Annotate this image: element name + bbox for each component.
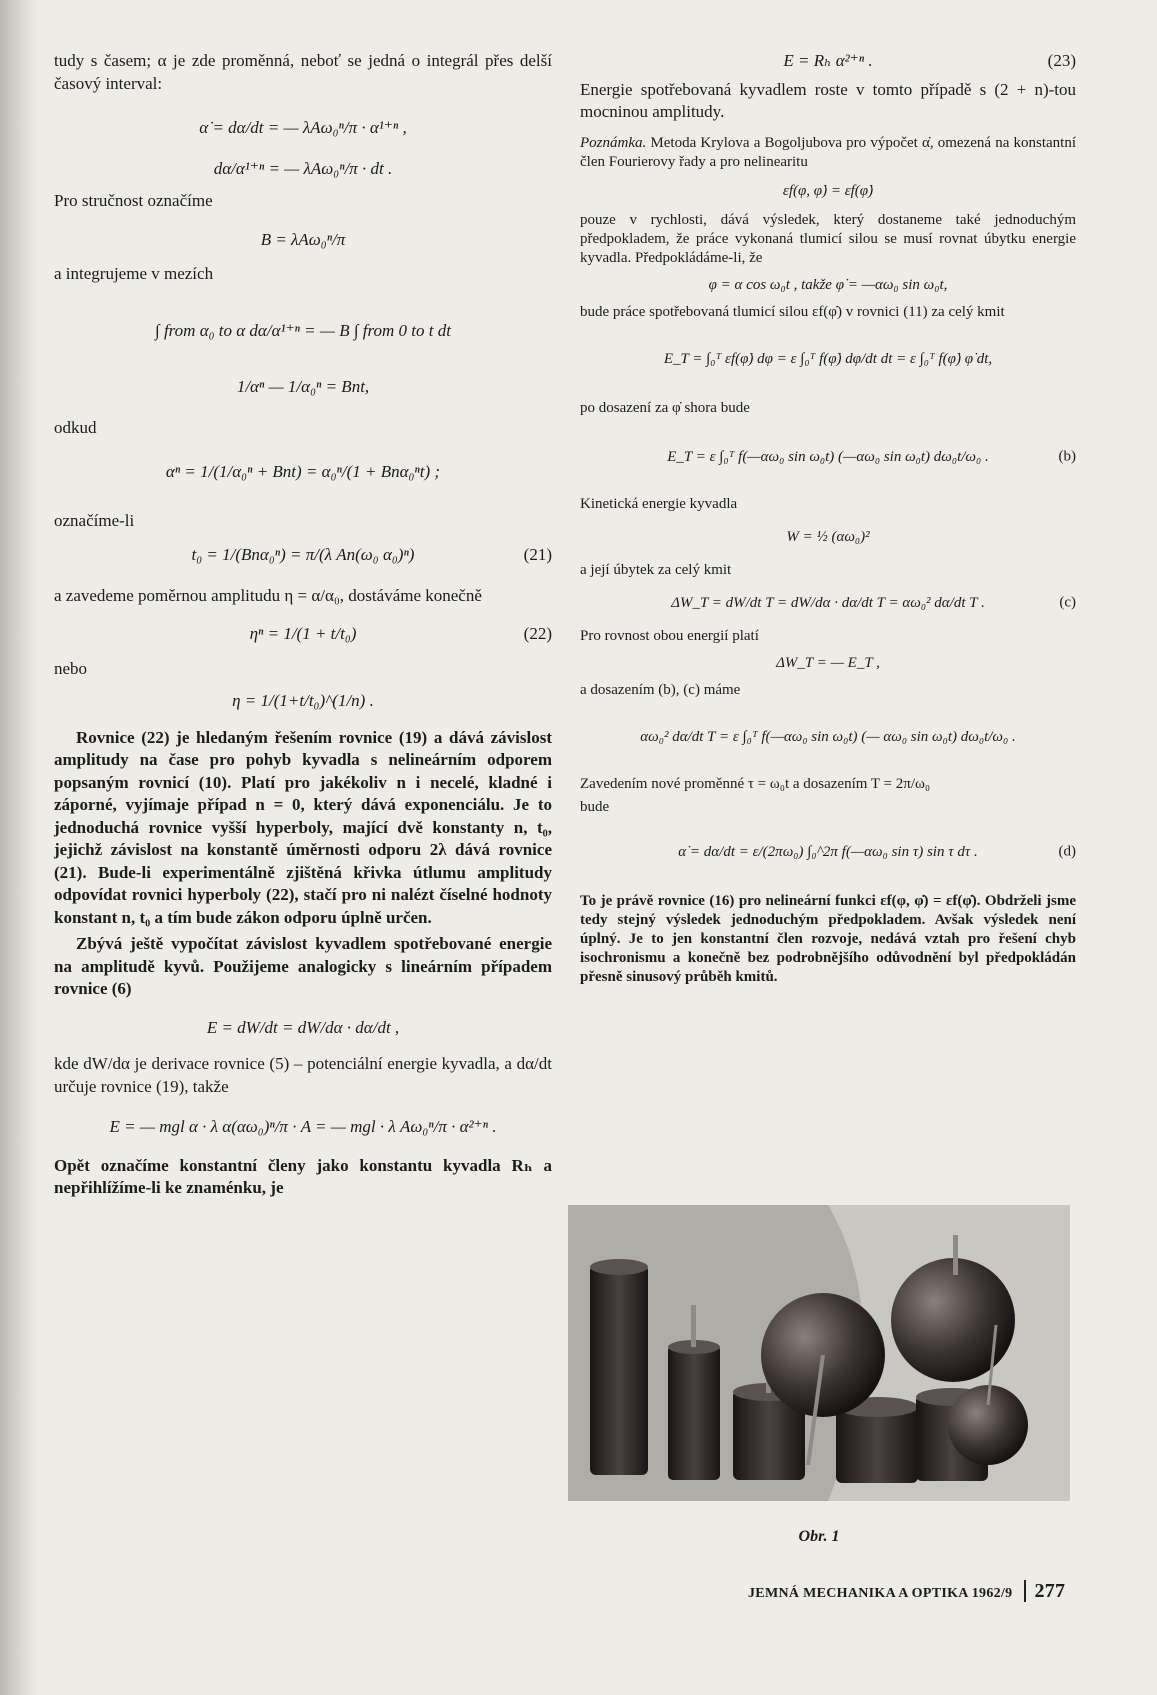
paragraph: Rovnice (22) je hledaným řešením rovnice (19) a dává závislost amplitudy na čase pro pohyb kyvadla s nelineárním odporem popsaným rovnicí (10). Platí pro jakékoliv n i necelé, kladné i záporné, vyjímaje případ n = 0, který dává exponenciálu. Je to jednoduchá rovnice vyšší hyperboly, mající dvě konstanty n, t₀, jejichž závislost na konstantě úměrnosti odporu 2λ dává rovnice (21). Bude-li experimentálně zjištěná křivka útlumu amplitudy odpovídat rovnici hyperboly (22), stačí pro ni nalézt číselné hodnoty konstant n, t₀ a tím bude zákon odporu úplně určen. bbox=[54, 727, 552, 927]
equation: α̇ = dα/dt = — λAω₀ⁿ/π · α¹⁺ⁿ , bbox=[199, 118, 407, 137]
equation: E = dW/dt = dW/dα · dα/dt , bbox=[206, 1017, 400, 1037]
equation-number: (b) bbox=[1058, 448, 1076, 465]
note-paragraph: po dosazení za φ̇ shora bude bbox=[580, 399, 750, 416]
equation: φ = α cos ω₀t , takže φ̇ = —αω₀ sin ω₀t, bbox=[708, 276, 948, 293]
medium-cylinder bbox=[668, 1345, 720, 1480]
paragraph: a zavedeme poměrnou amplitudu η = α/α₀, dostáváme konečně bbox=[54, 585, 482, 605]
note-text: Metoda Krylova a Bogoljubova pro výpočet α̇, omezená na konstantní člen Fourierovy řady a pro nelinearitu bbox=[580, 134, 1077, 170]
left-column bbox=[54, 50, 552, 1204]
paragraph: kde dW/dα je derivace rovnice (5) – potenciální energie kyvadla, a dα/dt určuje rovnice (19), takže bbox=[54, 1054, 552, 1096]
paragraph: tudy s časem; α je zde proměnná, neboť se jedná o integrál přes delší časový interval: bbox=[54, 51, 552, 93]
note-paragraph: To je právě rovnice (16) pro nelineární funkci εf(φ, φ̇) = εf(φ̇). Obdrželi jsme tedy stejný výsledek jednoduchým předpokladem. Avšak výsledek není úplný. Je to jen konstantní člen rozvoje, nedává vztah pro řešení chyb isochronismu a konečně bez podrobnějšího odůvodnění byl předpokládán přesně sinusový průběh kmitů. bbox=[580, 892, 1076, 985]
note-paragraph: bude bbox=[580, 798, 610, 815]
equation-text: E_T = ε ∫₀ᵀ f(—αω₀ sin ω₀t) (—αω₀ sin ω₀t) dω₀t/ω₀ . bbox=[667, 448, 989, 465]
journal-name: JEMNÁ MECHANIKA A OPTIKA 1962/9 bbox=[748, 1586, 1013, 1601]
equation-number: (21) bbox=[523, 545, 552, 564]
paragraph: označíme-li bbox=[54, 510, 135, 530]
equation-d bbox=[580, 843, 1076, 862]
equation-text: α̇ = dα/dt = ε/(2πω₀) ∫₀^2π f(—αω₀ sin τ) sin τ dτ . bbox=[678, 843, 978, 860]
equation: 1/αⁿ — 1/α₀ⁿ = Bnt, bbox=[236, 377, 370, 396]
equation-23 bbox=[580, 50, 1076, 73]
equation-text: ηⁿ = 1/(1 + t/t₀) bbox=[249, 624, 357, 643]
equation-text: t₀ = 1/(Bnα₀ⁿ) = π/(λ An(ω₀ α₀)ⁿ) bbox=[191, 545, 415, 564]
equation-21 bbox=[54, 544, 552, 567]
paragraph: a integrujeme v mezích bbox=[54, 264, 214, 283]
equation-number: (22) bbox=[523, 624, 552, 643]
note-paragraph: Pro rovnost obou energií platí bbox=[580, 627, 759, 644]
equation-text: ΔW_T = dW/dt T = dW/dα · dα/dt T = αω₀² dα/dt T . bbox=[671, 594, 985, 611]
figure-photo bbox=[568, 1205, 1070, 1501]
paragraph: Opět označíme konstantní členy jako konstantu kyvadla Rₕ a nepřihlížíme-li ke znaménku, je bbox=[54, 1155, 552, 1197]
equation: E_T = ∫₀ᵀ εf(φ̇) dφ = ε ∫₀ᵀ f(φ̇) dφ/dt dt = ε ∫₀ᵀ f(φ̇) φ̇ dt, bbox=[663, 350, 993, 367]
equation-b bbox=[580, 448, 1076, 467]
equation-c bbox=[580, 594, 1076, 613]
note-paragraph: a dosazením (b), (c) máme bbox=[580, 681, 741, 698]
note-paragraph bbox=[580, 134, 1076, 172]
equation: εf(φ, φ̇) = εf(φ̇) bbox=[782, 182, 874, 199]
equation: B = λAω₀ⁿ/π bbox=[260, 229, 346, 249]
equation-text: E = Rₕ α²⁺ⁿ . bbox=[783, 51, 873, 70]
equation: αⁿ = 1/(1/α₀ⁿ + Bnt) = α₀ⁿ/(1 + Bnα₀ⁿt) ; bbox=[165, 462, 441, 481]
note-label: Poznámka. bbox=[580, 134, 647, 151]
figure-caption: Obr. 1 bbox=[798, 1528, 840, 1545]
page-footer bbox=[748, 1580, 1065, 1603]
equation-number: (d) bbox=[1058, 843, 1076, 860]
paragraph: Zbývá ještě vypočítat závislost kyvadlem spotřebované energie na amplitudě kyvů. Použijeme analogicky s lineárním případem rovnice (6) bbox=[54, 934, 552, 998]
paragraph: Pro stručnost označíme bbox=[54, 191, 213, 210]
upper-sphere bbox=[891, 1258, 1015, 1382]
equation-number: (c) bbox=[1059, 594, 1076, 611]
equation: ΔW_T = — E_T , bbox=[776, 654, 880, 671]
equation-number: (23) bbox=[1047, 51, 1076, 70]
equation: η = 1/(1+t/t₀)^(1/n) . bbox=[232, 691, 374, 710]
equation: αω₀² dα/dt T = ε ∫₀ᵀ f(—αω₀ sin ω₀t) (— αω₀ sin ω₀t) dω₀t/ω₀ . bbox=[640, 728, 1016, 745]
paragraph: nebo bbox=[54, 658, 88, 678]
right-column bbox=[580, 50, 1076, 991]
note-paragraph: a její úbytek za celý kmit bbox=[580, 561, 732, 578]
note-paragraph: Kinetická energie kyvadla bbox=[580, 495, 738, 512]
note-paragraph: pouze v rychlosti, dává výsledek, který dostaneme také jednoduchým předpokladem, že práce vykonaná tlumicí silou se musí rovnat úbytku energie kyvadla. Předpokládáme-li, že bbox=[580, 211, 1076, 266]
page-gutter-shadow bbox=[0, 0, 38, 1695]
equation-22 bbox=[54, 623, 552, 646]
pendulum-weights-illustration bbox=[568, 1205, 1070, 1501]
paragraph: odkud bbox=[54, 417, 97, 437]
equation: ∫ from α₀ to α dα/α¹⁺ⁿ = — B ∫ from 0 to t dt bbox=[155, 320, 451, 340]
page-number: 277 bbox=[1024, 1580, 1065, 1602]
note-paragraph: bude práce spotřebovaná tlumicí silou εf(φ̇) v rovnici (11) za celý kmit bbox=[580, 303, 1005, 320]
equation: W = ½ (αω₀)² bbox=[786, 528, 870, 545]
tall-cylinder bbox=[590, 1265, 648, 1475]
paragraph: Energie spotřebovaná kyvadlem roste v tomto případě s (2 + n)-tou mocninou amplitudy. bbox=[580, 79, 1076, 121]
equation: E = — mgl α · λ α(αω₀)ⁿ/π · A = — mgl · λ Aω₀ⁿ/π · α²⁺ⁿ . bbox=[109, 1117, 497, 1136]
note-paragraph: Zavedením nové proměnné τ = ω₀t a dosazením T = 2π/ω₀ bbox=[580, 775, 931, 792]
equation: dα/α¹⁺ⁿ = — λAω₀ⁿ/π · dt . bbox=[213, 158, 393, 178]
